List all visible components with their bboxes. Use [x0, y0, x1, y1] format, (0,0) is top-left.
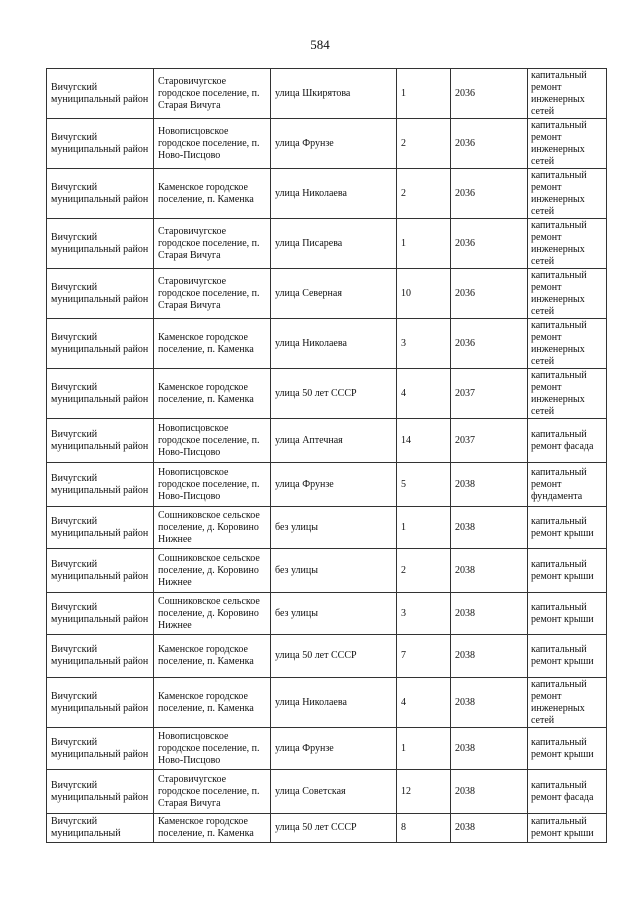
- table-row: [47, 507, 607, 549]
- cell-district: Вичугский муниципальный: [47, 814, 154, 843]
- cell-year: 2038: [451, 635, 528, 678]
- cell-street: улица Николаева: [271, 169, 397, 219]
- cell-district: Вичугский муниципальный район: [47, 593, 154, 635]
- cell-house: 3: [397, 319, 451, 369]
- cell-settlement: Каменское городское поселение, п. Каменка: [154, 169, 271, 219]
- cell-settlement: Старовичугское городское поселение, п. Старая Вичуга: [154, 69, 271, 119]
- cell-house: 7: [397, 635, 451, 678]
- cell-district: Вичугский муниципальный район: [47, 419, 154, 463]
- cell-work: капитальный ремонт инженерных сетей: [528, 369, 607, 419]
- cell-house: 4: [397, 678, 451, 728]
- cell-settlement: Каменское городское поселение, п. Каменка: [154, 369, 271, 419]
- cell-street: улица Фрунзе: [271, 728, 397, 770]
- cell-house: 4: [397, 369, 451, 419]
- cell-work: капитальный ремонт инженерных сетей: [528, 269, 607, 319]
- cell-work: капитальный ремонт крыши: [528, 549, 607, 593]
- cell-street: улица Фрунзе: [271, 119, 397, 169]
- cell-year: 2038: [451, 728, 528, 770]
- cell-settlement: Каменское городское поселение, п. Каменка: [154, 814, 271, 843]
- cell-district: Вичугский муниципальный район: [47, 728, 154, 770]
- cell-year: 2036: [451, 269, 528, 319]
- cell-year: 2038: [451, 593, 528, 635]
- cell-house: 1: [397, 728, 451, 770]
- cell-year: 2037: [451, 419, 528, 463]
- table-row: [47, 69, 607, 119]
- table-row: [47, 319, 607, 369]
- cell-house: 1: [397, 69, 451, 119]
- cell-street: улица Писарева: [271, 219, 397, 269]
- cell-house: 10: [397, 269, 451, 319]
- cell-street: улица Николаева: [271, 678, 397, 728]
- cell-year: 2037: [451, 369, 528, 419]
- cell-street: без улицы: [271, 549, 397, 593]
- cell-work: капитальный ремонт крыши: [528, 507, 607, 549]
- cell-street: улица 50 лет СССР: [271, 369, 397, 419]
- cell-settlement: Новописцовское городское поселение, п. Ново-Писцово: [154, 728, 271, 770]
- cell-settlement: Каменское городское поселение, п. Каменка: [154, 635, 271, 678]
- cell-work: капитальный ремонт инженерных сетей: [528, 319, 607, 369]
- cell-work: капитальный ремонт фасада: [528, 419, 607, 463]
- page-number: 584: [310, 37, 330, 52]
- cell-district: Вичугский муниципальный район: [47, 369, 154, 419]
- cell-house: 12: [397, 770, 451, 814]
- cell-house: 1: [397, 219, 451, 269]
- table-row: [47, 269, 607, 319]
- table-row: [47, 169, 607, 219]
- cell-year: 2036: [451, 169, 528, 219]
- cell-street: улица Северная: [271, 269, 397, 319]
- cell-street: улица Советская: [271, 770, 397, 814]
- cell-year: 2038: [451, 507, 528, 549]
- table-row: [47, 419, 607, 463]
- cell-settlement: Старовичугское городское поселение, п. Старая Вичуга: [154, 219, 271, 269]
- cell-street: улица Фрунзе: [271, 463, 397, 507]
- cell-district: Вичугский муниципальный район: [47, 678, 154, 728]
- cell-house: 2: [397, 549, 451, 593]
- cell-settlement: Новописцовское городское поселение, п. Ново-Писцово: [154, 463, 271, 507]
- cell-work: капитальный ремонт инженерных сетей: [528, 678, 607, 728]
- cell-settlement: Новописцовское городское поселение, п. Ново-Писцово: [154, 119, 271, 169]
- cell-house: 3: [397, 593, 451, 635]
- cell-settlement: Сошниковское сельское поселение, д. Коровино Нижнее: [154, 549, 271, 593]
- cell-year: 2038: [451, 814, 528, 843]
- table-row: [47, 814, 607, 843]
- cell-district: Вичугский муниципальный район: [47, 319, 154, 369]
- cell-district: Вичугский муниципальный район: [47, 770, 154, 814]
- cell-house: 5: [397, 463, 451, 507]
- cell-work: капитальный ремонт крыши: [528, 814, 607, 843]
- cell-year: 2038: [451, 463, 528, 507]
- cell-year: 2036: [451, 69, 528, 119]
- cell-district: Вичугский муниципальный район: [47, 635, 154, 678]
- cell-street: без улицы: [271, 593, 397, 635]
- table-row: [47, 678, 607, 728]
- cell-street: улица 50 лет СССР: [271, 635, 397, 678]
- cell-work: капитальный ремонт инженерных сетей: [528, 69, 607, 119]
- repair-schedule-table: [46, 68, 607, 843]
- table-row: [47, 593, 607, 635]
- table-row: [47, 728, 607, 770]
- cell-house: 2: [397, 169, 451, 219]
- table-row: [47, 549, 607, 593]
- cell-settlement: Сошниковское сельское поселение, д. Коровино Нижнее: [154, 593, 271, 635]
- cell-street: улица Шкирятова: [271, 69, 397, 119]
- cell-house: 14: [397, 419, 451, 463]
- cell-settlement: Старовичугское городское поселение, п. Старая Вичуга: [154, 770, 271, 814]
- cell-district: Вичугский муниципальный район: [47, 269, 154, 319]
- cell-year: 2036: [451, 219, 528, 269]
- table-row: [47, 770, 607, 814]
- cell-year: 2036: [451, 319, 528, 369]
- cell-street: без улицы: [271, 507, 397, 549]
- cell-house: 2: [397, 119, 451, 169]
- cell-district: Вичугский муниципальный район: [47, 219, 154, 269]
- cell-district: Вичугский муниципальный район: [47, 507, 154, 549]
- cell-settlement: Старовичугское городское поселение, п. Старая Вичуга: [154, 269, 271, 319]
- cell-year: 2036: [451, 119, 528, 169]
- cell-work: капитальный ремонт инженерных сетей: [528, 219, 607, 269]
- cell-street: улица Николаева: [271, 319, 397, 369]
- cell-work: капитальный ремонт крыши: [528, 728, 607, 770]
- cell-district: Вичугский муниципальный район: [47, 463, 154, 507]
- cell-settlement: Сошниковское сельское поселение, д. Коровино Нижнее: [154, 507, 271, 549]
- cell-house: 8: [397, 814, 451, 843]
- table-row: [47, 463, 607, 507]
- cell-district: Вичугский муниципальный район: [47, 549, 154, 593]
- cell-settlement: Каменское городское поселение, п. Каменка: [154, 678, 271, 728]
- cell-house: 1: [397, 507, 451, 549]
- cell-work: капитальный ремонт крыши: [528, 635, 607, 678]
- cell-street: улица 50 лет СССР: [271, 814, 397, 843]
- cell-year: 2038: [451, 549, 528, 593]
- table-row: [47, 219, 607, 269]
- cell-work: капитальный ремонт инженерных сетей: [528, 119, 607, 169]
- cell-year: 2038: [451, 678, 528, 728]
- table-row: [47, 635, 607, 678]
- cell-settlement: Новописцовское городское поселение, п. Ново-Писцово: [154, 419, 271, 463]
- cell-street: улица Аптечная: [271, 419, 397, 463]
- cell-work: капитальный ремонт фасада: [528, 770, 607, 814]
- cell-district: Вичугский муниципальный район: [47, 69, 154, 119]
- cell-settlement: Каменское городское поселение, п. Каменка: [154, 319, 271, 369]
- cell-year: 2038: [451, 770, 528, 814]
- cell-work: капитальный ремонт крыши: [528, 593, 607, 635]
- cell-district: Вичугский муниципальный район: [47, 169, 154, 219]
- table-row: [47, 369, 607, 419]
- table-row: [47, 119, 607, 169]
- cell-work: капитальный ремонт фундамента: [528, 463, 607, 507]
- cell-district: Вичугский муниципальный район: [47, 119, 154, 169]
- cell-work: капитальный ремонт инженерных сетей: [528, 169, 607, 219]
